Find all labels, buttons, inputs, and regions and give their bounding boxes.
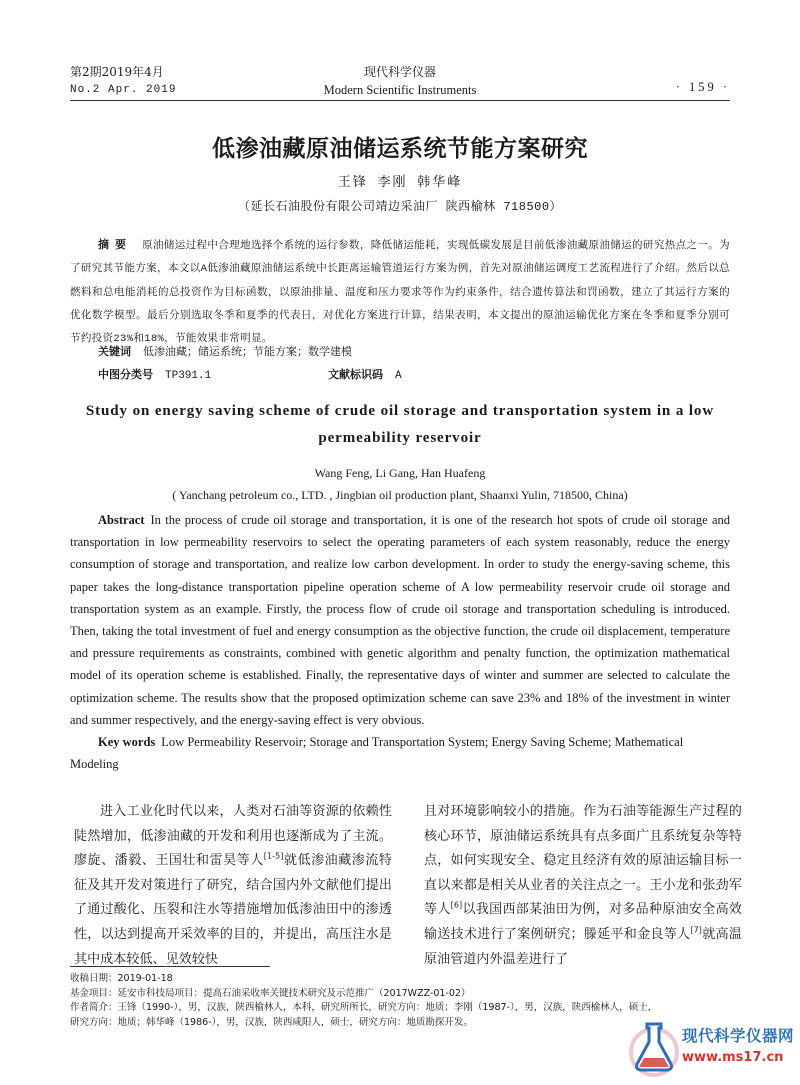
page-number: · 159 · xyxy=(675,80,730,94)
cn-doc-code xyxy=(328,366,402,382)
footnote-rule xyxy=(70,966,270,967)
body-left-text-a: 进入工业化时代以来，人类对石油等资源的依赖性陡然增加，低渗油藏的开发和利用也逐渐成为了主流。廖旋、潘毅、王国壮和雷昊等人 xyxy=(74,804,392,869)
en-abstract-label: Abstract xyxy=(98,513,145,527)
watermark-title: 现代科学仪器网 xyxy=(682,1027,795,1045)
en-authors: Wang Feng, Li Gang, Han Huafeng xyxy=(314,466,486,480)
header-journal-cn: 现代科学仪器 xyxy=(363,65,436,79)
body-column-left xyxy=(74,800,392,972)
citation-ref: [7] xyxy=(690,925,703,935)
citation-ref: [6] xyxy=(450,901,463,911)
watermark-logo xyxy=(628,1018,798,1080)
cn-clc-value: TP391.1 xyxy=(165,370,212,382)
body-column-right xyxy=(424,800,742,972)
en-title: Study on energy saving scheme of crude oil storage and transportation system in a low permeability reservoir xyxy=(85,403,715,446)
body-left-text-b: 就低渗油藏渗流特征及其开发对策进行了研究，结合国内外文献他们提出了通过酸化、压裂和注水等措施增加低渗油田中的渗透性，以达到提高开采效率的目的，并提出，高压注水是其中成本较低、见效较快 xyxy=(74,853,392,967)
flask-logo-icon xyxy=(628,1018,680,1078)
en-affiliation: ( Yanchang petroleum co., LTD. , Jingbian oil production plant, Shaanxi Yulin, 718500, China) xyxy=(172,488,628,502)
en-keywords-text: Low Permeability Reservoir; Storage and Transportation System; Energy Saving Scheme; Mathematical Modeling xyxy=(70,735,684,771)
cn-doc-label: 文献标识码 xyxy=(328,368,383,381)
body-right-text-c: 就高温原油管道内外温差进行了 xyxy=(424,926,742,967)
header-journal-en: Modern Scientific Instruments xyxy=(323,83,477,97)
cn-abstract-text: 原油储运过程中合理地选择个系统的运行参数，降低储运能耗，实现低碳发展是目前低渗油藏原油储运的研究热点之一。为了研究其节能方案，本文以A低渗油藏原油储运系统中长距离运输管道运行方案为例，首先对原油储运调度工艺流程进行了介绍。然后以总燃料和总电能消耗的总投资作为目标函数，以原油排量、温度和压力要求等作为约束条件，结合遗传算法和罚函数，建立了其运行方案的优化数学模型。最后分别选取冬季和夏季的代表日，对优化方案进行计算，结果表明，本文提出的原油运输优化方案在冬季和夏季分别可节约投资23%和18%，节能效果非常明显。 xyxy=(70,240,730,346)
cn-doc-value: A xyxy=(395,370,402,382)
body-right-text-a: 且对环境影响较小的措施。作为石油等能源生产过程的核心环节，原油储运系统具有点多面广且系统复杂等特点，如何实现安全、稳定且经济有效的原油运输目标一直以来都是相关从业者的关注点之一。王小龙和张劲军等人 xyxy=(424,804,742,918)
footnote-bio-1: 作者简介：王锋（1990-），男，汉族，陕西榆林人，本科，研究所所长，研究方向：地质；李刚（1987-），男，汉族，陕西榆林人，硕士， xyxy=(70,1002,658,1013)
cn-keywords-text: 低渗油藏；储运系统；节能方案；数学建模 xyxy=(143,347,352,359)
cn-clc-label: 中图分类号 xyxy=(98,368,153,381)
cn-title: 低渗油藏原油储运系统节能方案研究 xyxy=(212,135,588,162)
cn-abstract-label: 摘要 xyxy=(98,238,133,251)
en-keywords-label: Key words xyxy=(98,735,156,749)
footnote-bio-2: 研究方向：地质；韩华峰（1986-），男，汉族，陕西咸阳人，硕士，研究方向：地质勘探开发。 xyxy=(70,1016,473,1028)
header-issue-en: No.2 Apr. 2019 xyxy=(70,84,177,96)
cn-affiliation: （延长石油股份有限公司靖边采油厂 陕西榆林 718500） xyxy=(237,200,563,214)
cn-keywords xyxy=(98,343,352,359)
citation-ref: [1-5] xyxy=(263,851,284,861)
en-keywords xyxy=(70,731,730,775)
body-right-text-b: 以我国西部某油田为例，对多品种原油安全高效输送技术进行了案例研究；滕延平和金良等人 xyxy=(424,902,742,942)
cn-abstract xyxy=(70,233,730,351)
cn-authors: 王锋 李刚 韩华峰 xyxy=(337,175,463,190)
cn-keywords-label: 关键词 xyxy=(98,345,131,358)
header-rule xyxy=(70,100,730,101)
header-issue-cn: 第2期2019年4月 xyxy=(70,65,164,79)
cn-clc xyxy=(98,366,211,382)
footnote-received: 收稿日期：2019-01-18 xyxy=(70,973,173,984)
watermark-url: www.ms17.cn xyxy=(682,1050,784,1065)
en-abstract xyxy=(70,509,730,731)
footnote-fund: 基金项目：延安市科技局项目：提高石油采收率关键技术研究及示范推广（2017WZZ-01-02） xyxy=(70,987,471,999)
en-abstract-text: In the process of crude oil storage and transportation, it is one of the research hot spots of crude oil storage and transportation in low permeability reservoirs to select the operating parameters of each system reasonably, reduce the energy consumption of storage and transportation, and realize low carbon development. In order to study the energy-saving scheme, this paper takes the long-distance transportation pipeline operation scheme of A low permeability reservoir crude oil storage and transportation system as an example. Firstly, the process flow of crude oil storage and transportation scheduling is introduced. Then, taking the total investment of fuel and energy consumption as the objective function, the crude oil displacement, temperature and pressure requirements as constraints, combined with genetic algorithm and penalty function, the optimization mathematical model of its operation scheme is established. Finally, the representative days of winter and summer are selected to calculate the optimization scheme. The results show that the proposed optimization scheme can save 23% and 18% of the investment in winter and summer respectively, and the energy-saving effect is very obvious. xyxy=(70,513,730,727)
